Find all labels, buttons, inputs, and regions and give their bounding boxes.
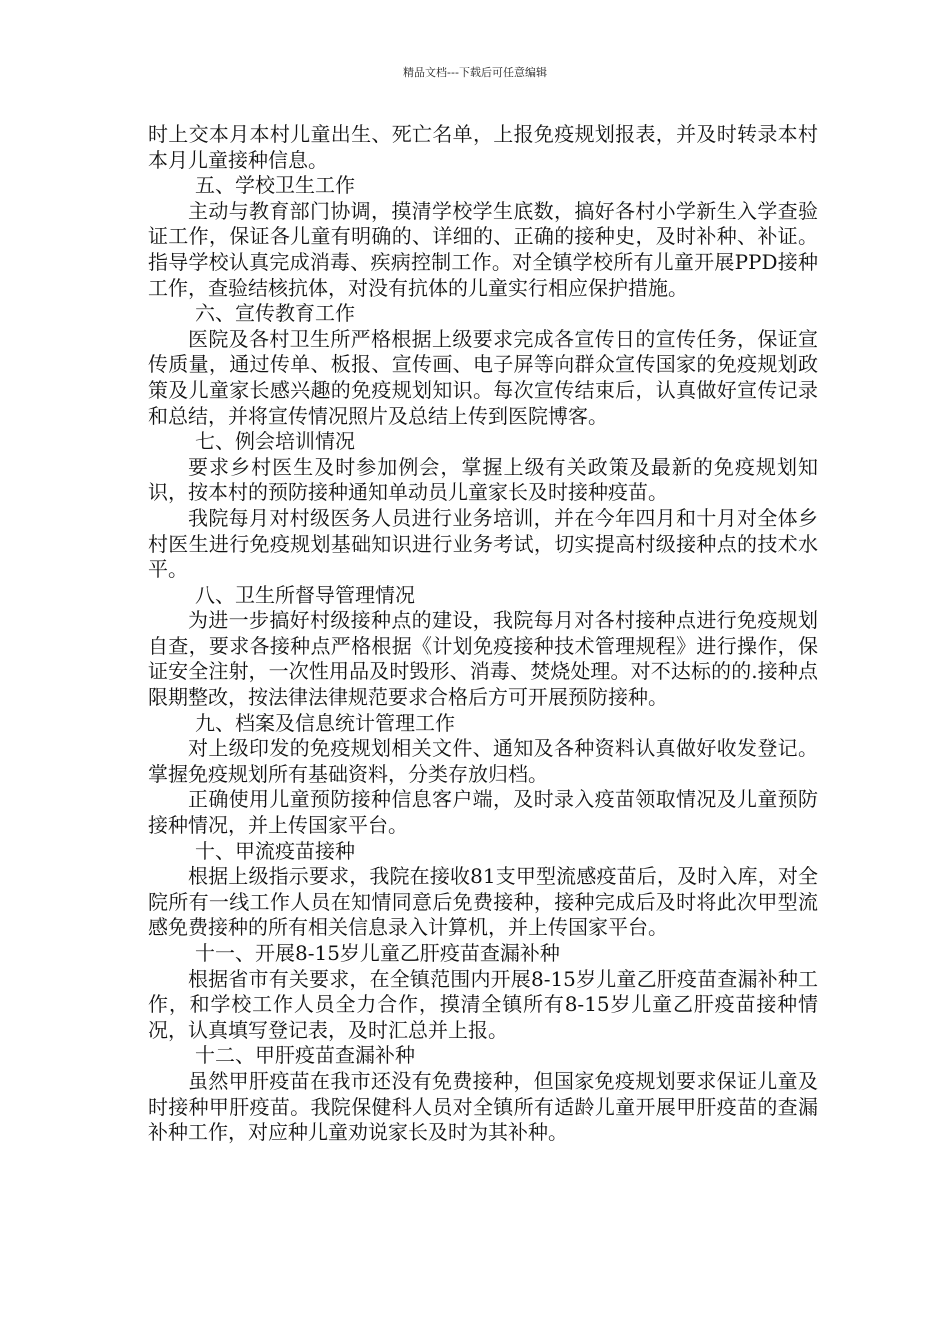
section-heading-5: 五、学校卫生工作 (195, 173, 355, 198)
section-heading-10: 十、甲流疫苗接种 (195, 838, 355, 863)
paragraph-flu-vaccine: 根据上级指示要求，我院在接收81支甲型流感疫苗后，及时入库，对全院所有一线工作人员在知情同意后免费接种，接种完成后及时将此次甲型流感免费接种的所有相关信息录入计算机，并上传国家平台。 (148, 864, 818, 940)
paragraph-continuation: 时上交本月本村儿童出生、死亡名单，上报免疫规划报表，并及时转录本村本月儿童接种信息。 (148, 122, 818, 172)
page-header: 精品文档---下载后可任意编辑 (403, 66, 547, 79)
paragraph-supervision: 为进一步搞好村级接种点的建设，我院每月对各村接种点进行免疫规划自查，要求各接种点严格根据《计划免疫接种技术管理规程》进行操作，保证安全注射，一次性用品及时毁形、消毒、焚烧处理。对不达标的的.接种点限期整改，按法律法律规范要求合格后方可开展预防接种。 (148, 608, 818, 710)
section-heading-12: 十二、甲肝疫苗查漏补种 (195, 1043, 415, 1068)
section-heading-9: 九、档案及信息统计管理工作 (195, 710, 455, 735)
paragraph-hepa-catchup: 虽然甲肝疫苗在我市还没有免费接种，但国家免疫规划要求保证儿童及时接种甲肝疫苗。我院保健科人员对全镇所有适龄儿童开展甲肝疫苗的查漏补种工作，对应种儿童劝说家长及时为其补种。 (148, 1068, 818, 1145)
paragraph-training: 我院每月对村级医务人员进行业务培训，并在今年四月和十月对全体乡村医生进行免疫规划基础知识进行业务考试，切实提高村级接种点的技术水平。 (148, 505, 818, 582)
section-heading-8: 八、卫生所督导管理情况 (195, 582, 415, 607)
paragraph-client-usage: 正确使用儿童预防接种信息客户端，及时录入疫苗领取情况及儿童预防接种情况，并上传国家平台。 (148, 787, 818, 838)
paragraph-school-health: 主动与教育部门协调，摸清学校学生底数，搞好各村小学新生入学查验证工作，保证各儿童有明确的、详细的、正确的接种史，及时补种、补证。指导学校认真完成消毒、疾病控制工作。对全镇学校所有儿童开展PPD接种工作，查验结核抗体，对没有抗体的儿童实行相应保护措施。 (148, 198, 818, 300)
section-heading-11: 十一、开展8-15岁儿童乙肝疫苗查漏补种 (195, 941, 560, 965)
paragraph-publicity: 医院及各村卫生所严格根据上级要求完成各宣传日的宣传任务，保证宣传质量，通过传单、板报、宣传画、电子屏等向群众宣传国家的免疫规划政策及儿童家长感兴趣的免疫规划知识。每次宣传结束后，认真做好宣传记录和总结，并将宣传情况照片及总结上传到医院博客。 (148, 326, 818, 428)
section-heading-7: 七、例会培训情况 (195, 429, 355, 454)
paragraph-hepb-catchup: 根据省市有关要求，在全镇范围内开展8-15岁儿童乙肝疫苗查漏补种工作，和学校工作人员全力合作，摸清全镇所有8-15岁儿童乙肝疫苗接种情况，认真填写登记表，及时汇总并上报。 (148, 966, 818, 1042)
paragraph-archives: 对上级印发的免疫规划相关文件、通知及各种资料认真做好收发登记。掌握免疫规划所有基础资料，分类存放归档。 (148, 736, 818, 786)
section-heading-6: 六、宣传教育工作 (195, 301, 355, 326)
document-body (148, 122, 818, 1146)
paragraph-meeting: 要求乡村医生及时参加例会，掌握上级有关政策及最新的免疫规划知识，按本村的预防接种通知单动员儿童家长及时接种疫苗。 (148, 454, 818, 505)
